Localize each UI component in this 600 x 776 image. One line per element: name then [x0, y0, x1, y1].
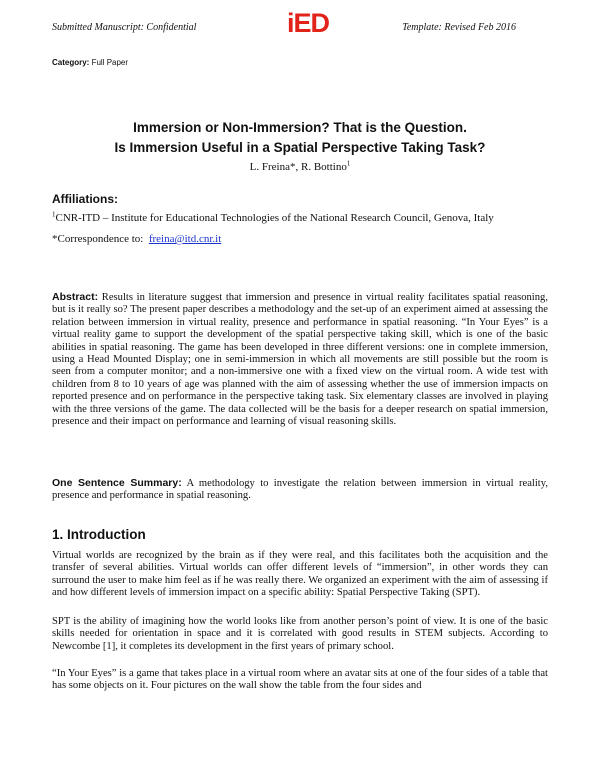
abstract-paragraph — [52, 291, 548, 428]
author-names: L. Freina*, R. Bottino — [249, 161, 347, 173]
abstract-label: Abstract: — [52, 291, 99, 303]
author-affiliation-mark: 1 — [346, 159, 351, 168]
correspondence-label: *Correspondence to: — [52, 233, 144, 245]
ied-logo: iED — [287, 8, 330, 38]
affiliations-heading: Affiliations: — [52, 192, 118, 206]
header-template-label: Template: Revised Feb 2016 — [402, 22, 516, 33]
correspondence-email-link[interactable]: freina@itd.cnr.it — [148, 233, 222, 245]
summary-text: A methodology to investigate the relation between immersion in virtual reality, presence and performance in spatial reasoning. — [52, 478, 548, 502]
abstract-text: Results in literature suggest that immersion and presence in virtual reality facilitates spatial reasoning, but is it really so? The present paper describes a methodology and the set-up of an experiment aimed at assessing the relation between immersion in virtual reality, presence and performance in spatial reasoning. “In Your Eyes” is a virtual reality game to support the development of the spatial perspective taking skill, which is one of the basic abilities in spatial reasoning. The game has been developed in three different versions: one in complete immersion, using a Head Mounted Display; one in semi-immersion in which all movements are still possible but the room is seen from a computer monitor; and a non-immersive one with a fixed view on the virtual room. A wide test with children from 8 to 10 years of age was planned with the aim of assessing whether the use of immersion impacts on reported presence and on performance in the perspective taking task. Six elementary classes are involved in playing with the three versions of the game. The data collected will be the basis for a deeper research on spatial immersion, presence and their impact on performance and learning of visual reasoning skills. — [52, 292, 548, 428]
intro-paragraph-2: SPT is the ability of imagining how the world looks like from another person’s point of view. It is one of the basic skills needed for orientation in space and it is correlated with good results in STEM subjects. According to Newcombe [1], it completes its development in the first years of primary school. — [52, 616, 548, 652]
summary-paragraph — [52, 477, 548, 503]
affiliation-mark: 1 — [52, 210, 56, 219]
authors — [52, 161, 548, 173]
intro-paragraph-3: “In Your Eyes” is a game that takes place in a virtual room where an avatar sits at one of the four sides of a table that has some objects on it. Four pictures on the wall show the table from the four sides and — [52, 668, 548, 692]
category-value: Full Paper — [91, 58, 129, 67]
affiliation-institute — [52, 212, 494, 224]
section-introduction-heading: 1. Introduction — [52, 527, 146, 542]
correspondence-line — [52, 233, 221, 245]
paper-title-line-1: Immersion or Non-Immersion? That is the Question. — [133, 120, 467, 135]
summary-label: One Sentence Summary: — [52, 477, 182, 489]
category-line — [52, 58, 128, 67]
affiliation-text: CNR-ITD – Institute for Educational Technologies of the National Research Council, Genova, Italy — [55, 212, 494, 224]
paper-title-line-2: Is Immersion Useful in a Spatial Perspective Taking Task? — [114, 140, 486, 155]
header-manuscript-label: Submitted Manuscript: Confidential — [52, 22, 197, 33]
intro-paragraph-1: Virtual worlds are recognized by the brain as if they were real, and this facilitates both the acquisition and the transfer of several abilities. Virtual worlds can offer different levels of “immersion”, in other words they can surround the user to make him feel as if he was really there. We organized an experiment with the aim of assessing if and how different levels of immersion impact on a specific ability: Spatial Perspective Taking (SPT). — [52, 550, 548, 599]
category-label: Category: — [52, 58, 90, 67]
